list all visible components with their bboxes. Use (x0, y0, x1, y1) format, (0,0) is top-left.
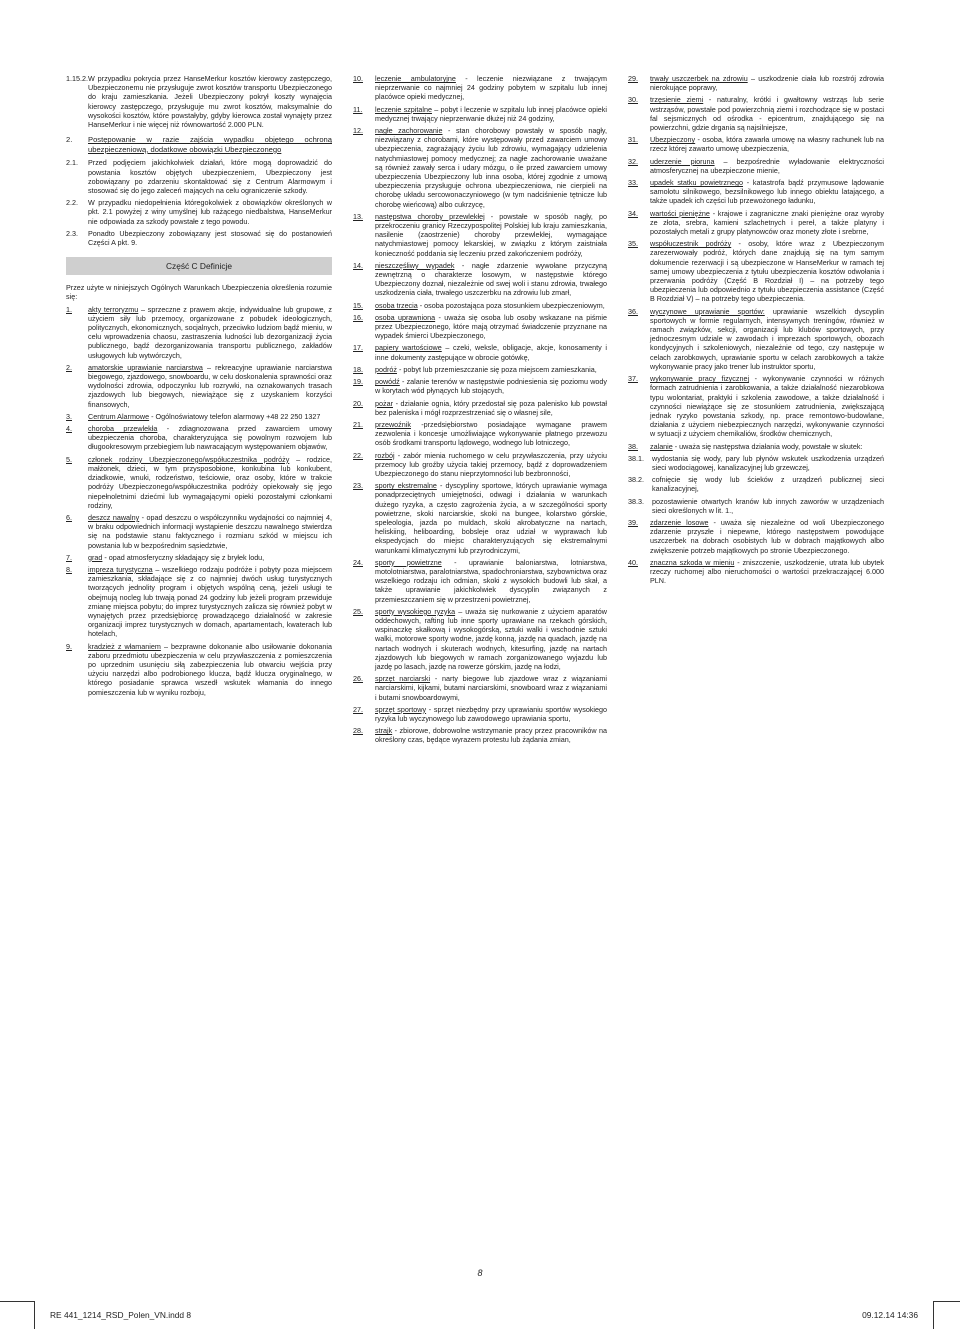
definition-text: – bezpośrednie wyładowanie elektryczności atmosferycznej na ubezpieczone mienie, (650, 156, 884, 175)
definition-number: 13. (353, 211, 363, 221)
definition-term: pożar (375, 398, 393, 408)
definition-body (650, 74, 884, 92)
definition-body (375, 105, 607, 123)
definition-text: – wszelkiego rodzaju podróże i pobyty poza miejscem zamieszkania, składające się z co najmniej dwóch usług turystycznych tworzących jednolity program i objętych wspólną ceną, jeżeli usługi te obejmują nocleg lub trwają ponad 24 godziny lub jeżeli program przewiduje zmianę miejsca pobytu; do imprez turystycznych zalicza się również pobyt w wynajętych przez przedsiębiorcę prowadzącego działalność w zakresie organizacji imprez turystycznych w domach, apartamentach, kwaterach lub hotelach, (88, 564, 332, 639)
definition-term: deszcz nawalny (88, 512, 140, 522)
definition-number: 1. (66, 304, 72, 314)
definition-term: upadek statku powietrznego (650, 178, 743, 188)
definition-item (628, 442, 884, 451)
definition-number: 38.2. (628, 475, 644, 485)
definition-text: - osoba, która zawarła umowę na własny rachunek lub na rzecz której zawarto umowę ubezpieczenia, (650, 135, 884, 154)
definition-term: nagłe zachorowanie (375, 126, 443, 136)
definition-number: 28. (353, 726, 363, 736)
crop-mark (0, 1301, 34, 1302)
definition-text: - wykonywanie czynności w różnych formach zatrudnienia i zarobkowania, a także działalność niezarobkowa typu wolontariat, praktyki i szkolenia zawodowe, a także działalność i czynności niewiążące się ze stosunkiem zatrudnienia, zwiększającą jednak ryzyko powstania szkody, np. prace remontowo-budowlane, działania z użyciem niebezpiecznych narzędzi, wykonywanie czynności w sytuacji z użyciem chemikaliów, środków chemicznych, (650, 374, 884, 439)
definition-item (628, 157, 884, 175)
definition-term: strajk (375, 726, 393, 736)
footer-file-info: RE 441_1214_RSD_Polen_VN.indd 8 (50, 1310, 192, 1320)
definition-body (650, 307, 884, 371)
clause-1-15-2 (66, 74, 332, 129)
definition-item (66, 363, 332, 409)
definition-text: - stan chorobowy powstały w sposób nagły, niezwiązany z chorobami, które występowały przed zawarciem umowy ubezpieczenia, zagrażający życiu lub zdrowiu, wymagający udzielenia natychmiastowej pomocy medycznej; za nagłe zachorowanie uważane są również zawały serca i udary mózgu, o ile przed zawarciem umowy ubezpieczenia Ubezpieczony lub inna osoba, której zgodnie z umową ubezpieczenia przysługuje ochrona ubezpieczeniowa, nie cierpieli na chorobę układu sercowonaczyniowego (w tym nadciśnienie tętnicze lub chorobę wieńcową) albo cukrzycę, (375, 126, 607, 209)
definition-term: znaczna szkoda w mieniu (650, 557, 735, 567)
definition-item (353, 607, 607, 671)
definition-number: 4. (66, 424, 72, 434)
definition-term: rozbój (375, 450, 395, 460)
definition-number: 19. (353, 377, 363, 387)
clause-text: Ponadto Ubezpieczony zobowiązany jest stosować się do postanowień Części A pkt. 9. (88, 228, 332, 248)
definition-term: zdarzenie losowe (650, 517, 709, 527)
definition-term: wartości pieniężne (650, 208, 710, 218)
definition-number: 37. (628, 374, 638, 384)
definition-item (66, 513, 332, 550)
definition-item (66, 424, 332, 452)
definition-text: - pobyt lub przemieszczanie się poza miejscem zamieszkania, (396, 364, 597, 374)
definition-number: 32. (628, 156, 638, 166)
definition-body (375, 481, 607, 555)
definition-term: leczenie szpitalne (375, 104, 432, 114)
definition-number: 24. (353, 557, 363, 567)
definition-item (353, 74, 607, 102)
definition-item (66, 455, 332, 510)
definitions-intro: Przez użyte w niniejszych Ogólnych Warunkach Ubezpieczenia określenia rozumie się: (66, 283, 332, 302)
definition-text: - zbiorowe, dobrowolne wstrzymanie pracy przez pracowników na określony czas, będące wyrazem protestu lub żądania zmian, (375, 726, 607, 745)
definition-text: – rodzice, małżonek, dzieci, w tym przysposobione, konkubina lub konkubent, dziadkowie, wnuki, rodzeństwo, teściowie, oraz osoby, które w trakcie podróży Ubezpieczonego/współuczestnika podróży opiekowały się jego niepełnoletnimi dziećmi lub wymagającymi opieki pozostałymi członkami rodziny, (88, 454, 332, 510)
definition-item (628, 178, 884, 206)
middle-column (353, 74, 607, 748)
definition-number: 30. (628, 95, 638, 105)
definition-body (375, 705, 607, 723)
definition-term: przewoźnik (375, 419, 411, 429)
definition-body (650, 95, 884, 132)
definition-item (353, 212, 607, 258)
definition-item (353, 365, 607, 374)
definition-body (375, 399, 607, 417)
definition-body (650, 209, 884, 237)
definition-number: 40. (628, 557, 638, 567)
definition-text: - opad deszczu o współczynniku wydajności co najmniej 4, w braku odpowiednich informacji wystąpienie deszczu nawalnego stwierdza się na podstawie stanu faktycznego i rozmiaru szkód w miejscu ich powstania lub w bezpośrednim sąsiedztwie, (88, 512, 332, 550)
definition-body (375, 365, 607, 374)
definition-term: nieszczęśliwy wypadek (375, 260, 455, 270)
definition-term: podróż (375, 364, 397, 374)
definition-item (66, 565, 332, 639)
definition-text: - uważa się następstwa działania wody, powstałe w skutek: (672, 441, 863, 451)
definition-item (353, 399, 607, 417)
definition-item (628, 307, 884, 371)
definition-number: 12. (353, 126, 363, 136)
definition-body (88, 363, 332, 409)
left-column (66, 74, 332, 700)
definition-term: choroba przewlekła (88, 424, 158, 434)
definition-term: sporty powietrzne (375, 557, 442, 567)
definition-text: - leczenie niezwiązane z trwającym nieprzerwanie co najmniej 24 godziny pobytem w szpitalu lub innej placówce opieki medycznej, (375, 74, 607, 102)
definition-body (650, 178, 884, 206)
definition-body (650, 518, 884, 555)
clause-number: 1.15.2. (66, 74, 88, 83)
definition-text: - działanie ognia, który przedostał się poza palenisko lub powstał bez paleniska i mógł rozprzestrzeniać się o własnej sile, (375, 398, 607, 417)
definition-term: impreza turystyczna (88, 564, 153, 574)
clause-text: Przed podjęciem jakichkolwiek działań, które mogą doprowadzić do powstania kosztów objętych ubezpieczeniem, Ubezpieczony jest zobowiązany po zdarzeniu skontaktować się z Centrum Alarmowym i stosować się do jego zaleceń mających na celu ograniczenie szkody. (88, 158, 332, 196)
definition-text: - powstałe w sposób nagły, po przekroczeniu granicy Rzeczypospolitej Polskiej lub kraju zamieszkania, nasilenie (zaostrzenie) choroby przewlekłej, wymagające natychmiastowej pomocy lekarskiej, w związku z którym zaistniała konieczność poddania się leczeniu przed zakończeniem podróży, (375, 211, 607, 258)
definition-body (375, 420, 607, 448)
definition-text: - sprzęt niezbędny przy uprawianiu sportów wysokiego ryzyka lub wyczynowego lub zawodowego uprawiania sportu, (375, 704, 607, 723)
clause-text: W przypadku niedopełnienia któregokolwiek z obowiązków określonych w pkt. 2.1 powyżej z winy umyślnej lub rażącego niedbalstwa, HanseMerkur nie odpowiada za szkody powstałe z tego powodu. (88, 198, 332, 226)
definition-body (375, 313, 607, 341)
definition-item (628, 518, 884, 555)
definition-text: – pobyt i leczenie w szpitalu lub innej placówce opieki medycznej trwający nieprzerwanie dłużej niż 24 godziny, (375, 104, 607, 123)
definition-number: 26. (353, 674, 363, 684)
definition-text: - krajowe i zagraniczne znaki pieniężne oraz wyroby ze złota, srebra, kamieni szlachetnych i pereł, a także platyny i pozostałych metali z grupy platynowców oraz monety złote i srebrne, (650, 208, 884, 237)
definition-number: 6. (66, 512, 72, 522)
definition-item (628, 454, 884, 472)
definition-number: 7. (66, 552, 72, 562)
definition-term: członek rodziny Ubezpieczonego/współuczestnika podróży (88, 454, 290, 464)
definition-term: amatorskie uprawianie narciarstwa (88, 362, 203, 372)
definition-body (88, 455, 332, 510)
definition-text: – bezprawne dokonanie albo usiłowanie dokonania zaboru przedmiotu ubezpieczenia w celu przywłaszczenia z pomieszczenia po uprzednim usunięciu siłą zabezpieczenia lub otwarciu wejścia przy użyciu narzędzi albo podrobionego klucza, bądź klucza oryginalnego, w którego posiadanie sprawca wszedł wskutek włamania do innego pomieszczenia lub w wyniku rozboju, (88, 641, 333, 697)
definitions-list (353, 74, 607, 745)
definition-item (353, 301, 607, 310)
right-column (628, 74, 884, 588)
definition-term: papiery wartościowe (375, 343, 442, 353)
definition-term: sporty ekstremalne (375, 481, 437, 491)
definition-item (353, 726, 607, 744)
definition-body (88, 412, 332, 421)
definition-text: - osoba pozostająca poza stosunkiem ubezpieczeniowym, (417, 300, 605, 310)
definition-number: 23. (353, 481, 363, 491)
definition-text: - uprawianie baloniarstwa, lotniarstwa, motolotniarstwa, paralotniarstwa, spadochroniarstwa, szybownictwa oraz wszelkiego rodzaju ich odmian, skoki z wysokich budowli lub skał, a także uprawianie jakichkolwiek dyscyplin związanych z przemieszczaniem się w przestrzeni powietrznej, (375, 557, 607, 604)
definition-body (375, 451, 607, 479)
definition-term: sporty wysokiego ryzyka (375, 606, 456, 616)
definition-text: – czeki, weksle, obligacje, akcje, konosamenty i inne dokumenty zastępujące w obrocie gotówkę, (375, 343, 607, 362)
definition-item (628, 374, 884, 438)
definition-item (628, 475, 884, 493)
definition-number: 38. (628, 441, 638, 451)
definition-number: 36. (628, 306, 638, 316)
definition-text: - osoby, które wraz z Ubezpieczonym zarezerwowały podróż, których dane znajdują się na tym samym dokumencie rezerwacji i są ubezpieczone w HanseMerkur w ramach tej samej umowy ubezpieczenia z tytułu ubezpieczenia kosztów odwołania i przerwania podróży (Część B Rozdział I) – na potrzeby tego ubezpieczenia lub odpowiednio z tytułu ubezpieczenia assistance (Część B Rozdział V) – na potrzeby tego ubezpieczenia. (650, 239, 884, 304)
definition-body (375, 74, 607, 102)
definition-number: 38.3. (628, 496, 644, 506)
section-title: Postępowanie w razie zajścia wypadku objętego ochroną ubezpieczeniową, dodatkowe obowiązki Ubezpieczonego (88, 135, 332, 154)
definition-term: trwały uszczerbek na zdrowiu (650, 74, 748, 83)
clause-2-3 (66, 229, 332, 247)
definition-text: - zniszczenie, uszkodzenie, utrata lub ubytek rzeczy ruchomej albo nieruchomości o wartości przekraczającej 6.000 PLN. (650, 557, 884, 586)
definition-term: uderzenie pioruna (650, 156, 715, 166)
definition-text: – uszkodzenie ciała lub rozstrój zdrowia nierokujące poprawy, (650, 74, 884, 93)
definition-term: zalanie (650, 441, 673, 451)
definition-text: -przedsiębiorstwo posiadające wymagane prawem zezwolenia i koncesje umożliwiające wykonywanie płatnego przewozu osób środkami transportu lądowego, wodnego lub lotniczego, (375, 419, 607, 448)
definition-number: 9. (66, 641, 72, 651)
definition-text: - uważa się osoba lub osoby wskazane na piśmie przez Ubezpieczonego, które mają otrzymać świadczenie przyznane na wypadek śmierci Ubezpieczonego, (375, 312, 607, 341)
definition-item (353, 105, 607, 123)
definition-item (628, 135, 884, 153)
definition-body (650, 558, 884, 586)
definition-body (375, 377, 607, 395)
definition-number: 27. (353, 704, 363, 714)
crop-mark (934, 1301, 960, 1302)
definition-body (650, 442, 884, 451)
definition-body (88, 513, 332, 550)
definition-number: 16. (353, 312, 363, 322)
definition-text: - naturalny, krótki i gwałtowny wstrząs lub serie wstrząsów, powstałe pod powierzchnią ziemi i rozchodzące się w postaci fal sejsmicznych od ośrodka - epicentrum, znajdującego się na powierzchni, gdzie drgania są najsilniejsze, (650, 95, 885, 133)
definition-text: – rekreacyjne uprawianie narciarstwa biegowego, zjazdowego, snowboardu, w celu doskonalenia sprawności oraz wydolności zdrowia, odpoczynku lub rozrywki, na oznakowanych trasach zjazdowych lub biegowych, niewiążące się z uzyskaniem korzyści finansowych, (88, 362, 332, 409)
sub-definitions-list (628, 454, 884, 515)
definition-body (650, 157, 884, 175)
definition-text: – uważa się nurkowanie z użyciem aparatów oddechowych, rafting lub inne sporty uprawiane na rzekach górskich, wspinaczkę skałkową i wysokogórską, sztuki walki i wschodnie sztuki walki, motorowe sporty wodne, jazdę konną, jazdę na quadach, jazdę na nartach wodnych i skuterach wodnych, kitesurfing, jazdę na nartach zjazdowych lub biegowych w ramach zorganizowanego wyjazdu lub jazdę po lasach, jazdę na rowerze górskim, jazdę na łodzi, (375, 606, 607, 671)
definition-item (353, 377, 607, 395)
definition-term: Ubezpieczony (650, 135, 696, 145)
definition-text: - Ogólnoświatowy telefon alarmowy +48 22 250 1327 (149, 411, 321, 421)
definition-number: 8. (66, 564, 72, 574)
definition-term: sprzęt sportowy (375, 704, 427, 714)
definition-term: leczenie ambulatoryjne (375, 74, 456, 83)
definition-body: cofnięcie się wody lub ścieków z urządzeń publicznej sieci kanalizacyjnej, (652, 475, 884, 494)
crop-mark (933, 1301, 934, 1329)
part-c-banner: Część C Definicje (66, 257, 332, 275)
definition-number: 25. (353, 606, 363, 616)
definition-body (375, 261, 607, 298)
definitions-list (628, 74, 884, 451)
definition-body (375, 726, 607, 744)
definition-body (375, 343, 607, 361)
definition-body (375, 674, 607, 702)
definition-body (88, 305, 332, 360)
definition-term: grad (88, 552, 103, 562)
definition-item (353, 261, 607, 298)
clause-2-1 (66, 158, 332, 195)
definition-item (353, 481, 607, 555)
definition-body (88, 565, 332, 639)
definition-body (650, 135, 884, 153)
definition-number: 29. (628, 74, 638, 83)
clause-text: W przypadku pokrycia przez HanseMerkur kosztów kierowcy zastępczego, Ubezpieczonemu nie przysługuje zwrot kosztów transportu Ubezpieczonego do kraju zamieszkania. Jeżeli Ubezpieczony pokrył koszty wynajęcia kierowcy zastępczego, przysługuje mu zwrot kosztów, maksymalnie do wysokości kosztów, które powstałyby, gdyby kierowca został wynajęty przez HanseMerkur i nie więcej niż równowartość 2.000 PLN. (88, 74, 332, 130)
definition-item (66, 553, 332, 562)
definition-number: 15. (353, 300, 363, 310)
definition-number: 18. (353, 364, 363, 374)
definition-number: 22. (353, 450, 363, 460)
definition-body (88, 424, 332, 452)
definition-term: kradzież z włamaniem (88, 641, 161, 651)
definition-term: wykonywanie pracy fizycznej (650, 374, 750, 384)
definition-number: 14. (353, 260, 363, 270)
definition-number: 21. (353, 419, 363, 429)
definition-item (353, 674, 607, 702)
definition-number: 10. (353, 74, 363, 83)
definition-number: 33. (628, 178, 638, 188)
definition-text: - nagłe zdarzenie wywołane przyczyną zewnętrzną o charakterze losowym, w następstwie którego Ubezpieczony doznał, niezależnie od swej woli i stanu zdrowia, trwałego uszkodzenia ciała, trwałego uszczerbku na zdrowiu lub zmarł, (375, 260, 608, 298)
definition-body: wydostania się wody, pary lub płynów wskutek uszkodzenia urządzeń sieci wodociągowej, kanalizacyjnej lub grzewczej, (652, 453, 884, 472)
definition-item (66, 642, 332, 697)
section-number: 2. (66, 135, 73, 145)
definition-term: powódź (375, 377, 400, 387)
definition-text: uprawianie wszelkich dyscyplin sportowych w formie regularnych, intensywnych treningów, również w ramach związków, sekcji, organizacji lub klubów sportowych, przy jednoczesnym udziale w zawodach i imprezach sportowych, obozach kondycyjnych i szkoleniowych, niezależnie od tego, czy następuje w celach zarobkowych, uprawianie sportu w celach zarobkowych a także wykonywanie pracy jako trener lub instruktor sportu, (650, 306, 884, 371)
definition-number: 20. (353, 398, 363, 408)
definition-number: 35. (628, 239, 638, 249)
definition-item (66, 305, 332, 360)
definitions-list (66, 305, 332, 697)
definition-body (650, 239, 884, 303)
crop-mark (34, 1301, 35, 1329)
definition-number: 17. (353, 343, 363, 353)
definition-item (628, 558, 884, 586)
definition-item (353, 705, 607, 723)
definition-number: 34. (628, 208, 638, 218)
clause-number: 2.3. (66, 228, 78, 238)
definition-text: - zalanie terenów w następstwie podniesienia się poziomu wody w korytach wód płynących lub stojących, (375, 377, 607, 396)
definition-body (375, 607, 607, 671)
definition-item (628, 497, 884, 515)
definitions-list-continued (628, 518, 884, 585)
definition-item (353, 126, 607, 209)
definition-term: osoba uprawniona (375, 312, 436, 322)
footer-timestamp: 09.12.14 14:36 (862, 1310, 918, 1320)
definition-item (353, 558, 607, 604)
definition-item (628, 74, 884, 92)
definition-term: sprzęt narciarski (375, 674, 431, 684)
definition-term: współuczestnik podróży (650, 239, 732, 249)
definition-term: akty terroryzmu (88, 304, 139, 314)
definition-term: trzęsienie ziemi (650, 95, 704, 105)
definition-text: - zabór mienia ruchomego w celu przywłaszczenia, przy użyciu przemocy lub groźby użycia takiej przemocy, bądź z doprowadzeniem Ubezpieczonego do stanu nieprzytomności lub bezbronności, (375, 450, 607, 478)
page-number: 8 (477, 1268, 483, 1278)
definition-item (353, 451, 607, 479)
definition-body (375, 301, 607, 310)
definition-text: - narty biegowe lub zjazdowe wraz z wiązaniami narciarskimi, kijkami, butami narciarskimi, snowboard wraz z wiązaniami i butami snowboardowymi, (375, 674, 608, 702)
definition-body (375, 558, 607, 604)
clause-number: 2.1. (66, 158, 78, 168)
definition-number: 38.1. (628, 453, 644, 463)
definition-body: pozostawienie otwartych kranów lub innych zaworów w urządzeniach sieci określonych w lit. 1., (652, 496, 884, 515)
definition-text: – sprzeczne z prawem akcje, indywidualne lub grupowe, z użyciem siły lub przemocy, organizowane z pobudek ideologicznych, politycznych, ekonomicznych, socjalnych, przeciwko ludziom bądź mieniu, w celu wprowadzenia chaosu, zastraszenia ludności lub dezorganizacji życia publicznego, bądź dezorganizowania transportu publicznego, zakładów usługowych lub wytwórczych, (88, 304, 332, 360)
definition-number: 2. (66, 362, 72, 372)
definition-term: następstwa choroby przewlekłej (375, 211, 485, 221)
definition-term: Centrum Alarmowe (88, 411, 150, 421)
definition-number: 3. (66, 411, 72, 421)
definition-body (375, 126, 607, 209)
definition-body (650, 374, 884, 438)
definition-number: 39. (628, 517, 638, 527)
definition-item (628, 209, 884, 237)
definition-item (353, 420, 607, 448)
definition-text: - opad atmosferyczny składający się z bryłek lodu, (102, 552, 265, 562)
definition-item (66, 412, 332, 421)
clause-number: 2.2. (66, 198, 78, 208)
definition-text: - dyscypliny sportowe, których uprawianie wymaga ponadprzeciętnych umiejętności, odwagi i działania w warunkach dużego ryzyka, a często zagrożenia życia, a w szczególności sporty powietrzne, skoki narciarskie, skoki na bungee, kolarstwo górskie, speleologia, jazda po muldach, skoki akrobatyczne na nartach, heliskiing, heliboarding, bobsleje oraz udział w wyprawach lub ekspedycjach do miejsc charakteryzujących się ekstremalnymi warunkami klimatycznymi lub przyrodniczymi, (375, 481, 608, 555)
definition-number: 5. (66, 454, 72, 464)
clause-2-2 (66, 198, 332, 226)
definition-body (88, 553, 332, 562)
section-2-heading (66, 135, 332, 154)
definition-text: - zdiagnozowana przed zawarciem umowy ubezpieczenia choroba, charakteryzująca się powolnym rozwojem lub długookresowym przebiegiem lub nawracającym występowaniem objawów, (88, 424, 332, 452)
definition-item (628, 95, 884, 132)
definition-number: 31. (628, 135, 638, 145)
definition-term: wyczynowe uprawianie sportów: (650, 306, 765, 316)
definition-item (353, 343, 607, 361)
definition-item (353, 313, 607, 341)
definition-number: 11. (353, 104, 363, 114)
definition-body (375, 212, 607, 258)
definition-text: - uważa się niezależne od woli Ubezpieczonego zdarzenie przyszłe i niepewne, którego następstwem powodujące uszczerbek na dobrach osobistych lub w dobrach majątkowych albo zwiększenie potrzeb majątkowych po stronie Ubezpieczonego. (650, 517, 884, 555)
definition-item (628, 239, 884, 303)
definition-body (88, 642, 332, 697)
definition-text: - katastrofa bądź przymusowe lądowanie samolotu silnikowego, bezsilnikowego lub innego obiektu latającego, a także upadek ich części lub przewożonego ładunku, (650, 178, 884, 206)
definition-term: osoba trzecia (375, 300, 418, 310)
